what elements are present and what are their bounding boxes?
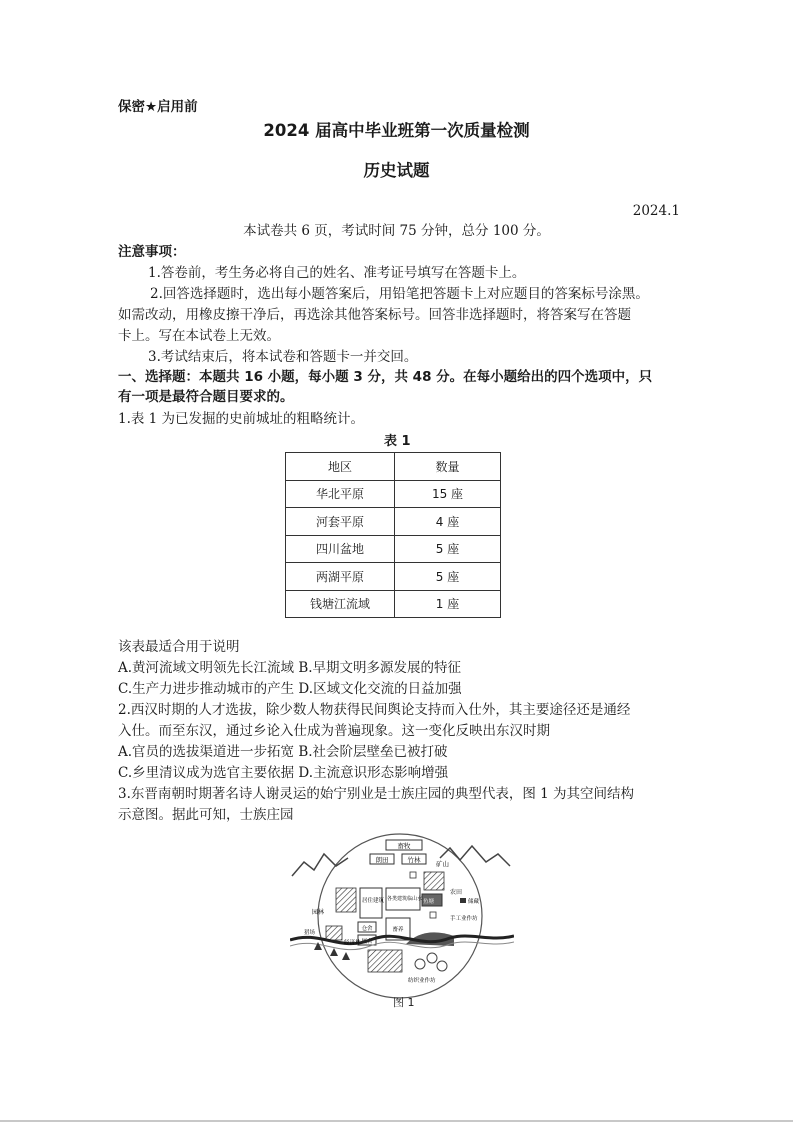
orchard-tree [427, 953, 437, 963]
q3-stem-line-1: 3.东晋南朝时期著名诗人谢灵运的始宁别业是士族庄园的典型代表，图 1 为其空间结构 [118, 786, 635, 802]
label-orchard: 经济林 [344, 940, 361, 946]
q2-options-line-2: C.乡里清议成为选官主要依据 D.主流意识形态影响增强 [118, 765, 449, 781]
note-item-1: 1.答卷前，考生务必将自己的姓名、准考证号填写在答题卡上。 [148, 265, 526, 281]
label-top3: 竹林 [407, 856, 421, 864]
table-header-cell: 地区 [286, 453, 395, 481]
q1-question: 该表最适合用于说明 [118, 639, 240, 655]
table-1-title: 表 1 [384, 434, 411, 449]
label-mine: 矿山 [436, 860, 449, 868]
section-1-heading-line-1: 一、选择题：本题共 16 小题，每小题 3 分，共 48 分。在每小题给出的四个选项中，只 [118, 369, 653, 385]
section-1-heading-line-2: 有一项是最符合题目要求的。 [118, 389, 294, 405]
farmland-block [336, 888, 356, 912]
q1-stem: 1.表 1 为已发掘的史前城址的粗略统计。 [118, 411, 365, 427]
label-reserve: 储藏 [468, 899, 480, 905]
label-livestock: 畜养 [392, 927, 404, 933]
orchard-tree [415, 959, 425, 969]
q2-stem-line-2: 入仕。而至东汉，通过乡论入仕成为普遍现象。这一变化反映出东汉时期 [118, 723, 550, 739]
note-item-2-line-3: 卡上。写在本试卷上无效。 [118, 328, 280, 344]
label-garden: 园林 [312, 909, 325, 916]
table-row [286, 563, 501, 591]
table-cell-count: 5 座 [395, 563, 501, 591]
farmland-block [326, 926, 342, 940]
table-row [286, 535, 501, 563]
label-handicraft: 手工业作坊 [450, 916, 478, 922]
tree-marker [342, 952, 350, 960]
exam-title: 2024 届高中毕业班第一次质量检测 [263, 121, 530, 140]
confidential-label: 保密★启用前 [118, 99, 198, 115]
table-cell-count: 4 座 [395, 508, 501, 536]
table-cell-count: 5 座 [395, 535, 501, 563]
label-top1: 畜牧 [397, 842, 411, 850]
table-row [286, 590, 501, 618]
label-weaving: 纺织业作坊 [408, 978, 436, 984]
mountain-range-right [440, 846, 510, 866]
figure-1-estate-diagram [290, 832, 514, 1012]
note-item-2-line-2: 如需改动，用橡皮擦干净后，再选涂其他答案标号。回答非选择题时，将答案写在答题 [118, 307, 631, 323]
label-residence: 居住建筑 [362, 898, 385, 904]
table-1 [285, 452, 501, 618]
table-cell-count: 1 座 [395, 590, 501, 618]
orchard-tree [437, 961, 447, 971]
table-cell-region: 河套平原 [286, 508, 395, 536]
table-cell-region: 钱塘江流域 [286, 590, 395, 618]
notes-heading: 注意事项： [118, 244, 186, 260]
table-cell-region: 华北平原 [286, 480, 395, 508]
table-header-cell: 数量 [395, 453, 501, 481]
q2-options-line-1: A.官员的选拔渠道进一步拓宽 B.社会阶层壁垒已被打破 [118, 744, 448, 760]
label-storage: 仓舍 [361, 926, 373, 932]
table-cell-region: 四川盆地 [286, 535, 395, 563]
table-row [286, 508, 501, 536]
exam-info: 本试卷共 6 页，考试时间 75 分钟，总分 100 分。 [243, 223, 550, 239]
table-cell-count: 15 座 [395, 480, 501, 508]
building-marker [430, 912, 436, 918]
label-hunting: 猎场 [304, 930, 316, 936]
river-bank [290, 942, 514, 950]
note-item-2-line-1: 2.回答选择题时，选出每小题答案后，用铅笔把答题卡上对应题目的答案标号涂黑。 [150, 286, 649, 302]
q1-options-line-1: A.黄河流域文明领先长江流域 B.早期文明多源发展的特征 [118, 660, 462, 676]
label-farmland: 农田 [450, 889, 463, 896]
tree-marker [314, 942, 322, 950]
q3-stem-line-2: 示意图。据此可知，士族庄园 [118, 807, 294, 823]
table-cell-region: 两湖平原 [286, 563, 395, 591]
building-marker [410, 872, 416, 878]
figure-1-caption: 图 1 [393, 996, 415, 1009]
table-row [286, 480, 501, 508]
exam-subject: 历史试题 [363, 161, 430, 180]
exam-date: 2024.1 [632, 203, 680, 219]
q2-stem-line-1: 2.西汉时期的人才选拔，除少数人物获得民间舆论支持而入仕外，其主要途径还是通经 [118, 702, 631, 718]
label-fishpond: 鱼塘 [423, 899, 435, 905]
table-header-row [286, 453, 501, 481]
farmland-block [368, 950, 402, 972]
label-temple: 各类建筑临山水 [387, 896, 423, 902]
mountain-range-left [292, 854, 348, 876]
label-stable: 厩舍 [361, 939, 373, 945]
note-item-3: 3.考试结束后，将本试卷和答题卡一并交回。 [148, 349, 418, 365]
q1-options-line-2: C.生产力进步推动城市的产生 D.区域文化交流的日益加强 [118, 681, 462, 697]
tree-marker [330, 948, 338, 956]
label-top2: 朗田 [375, 856, 389, 864]
farmland-block [424, 872, 444, 890]
